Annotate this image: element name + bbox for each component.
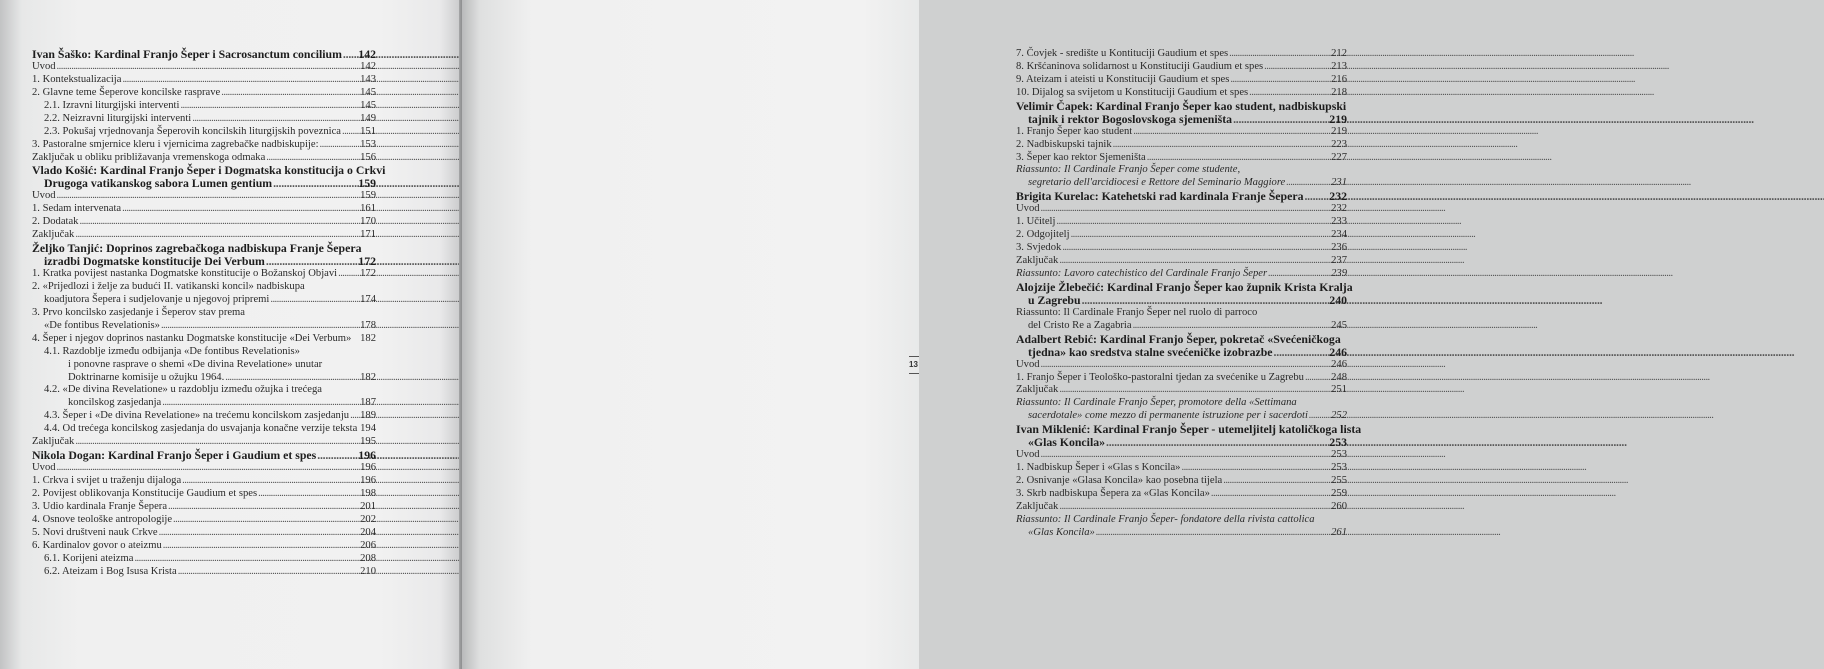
toc-entry-page: 227 xyxy=(1331,151,1347,163)
toc-entry xyxy=(1016,372,1347,385)
toc-entry-title: 2. Osnivanje «Glasa Koncila» kao posebna tijela xyxy=(1016,475,1223,487)
toc-entry-title-cont: tajnik i rektor Bogoslovskoga sjemeništa xyxy=(1028,111,1233,126)
toc-entry-title: 1. Crkva i svijet u traženju dijaloga xyxy=(32,475,182,487)
toc-entry-title: 1. Kontekstualizacija xyxy=(32,73,122,85)
toc-entry xyxy=(32,281,376,307)
toc-entry-title-cont: Doktrinarne komisije u ožujku 1964. xyxy=(68,371,225,383)
toc-entry xyxy=(32,553,376,566)
toc-entry xyxy=(32,333,376,346)
toc-entry-page: 196 xyxy=(360,462,376,474)
toc-entry xyxy=(1016,164,1347,190)
toc-entry-title: Zaključak xyxy=(1016,384,1059,396)
toc-entry-page: 253 xyxy=(1331,462,1347,474)
toc-entry-page: 219 xyxy=(1329,111,1347,126)
toc-entry xyxy=(32,126,376,139)
dot-leader xyxy=(1040,449,1445,462)
toc-entry-page: 251 xyxy=(1331,384,1347,396)
toc-entry xyxy=(1016,501,1347,514)
dot-leader xyxy=(1105,436,1625,449)
dot-leader xyxy=(1146,152,1551,165)
toc-entry xyxy=(1016,61,1347,74)
toc-entry-page: 145 xyxy=(360,99,376,111)
toc-entry xyxy=(32,566,376,579)
toc-entry-page: 196 xyxy=(360,475,376,487)
dot-leader xyxy=(1210,488,1615,501)
toc-entry-page: 159 xyxy=(358,176,376,191)
toc-entry xyxy=(32,139,376,152)
toc-entry xyxy=(1016,279,1353,307)
toc-entry-title: Uvod xyxy=(1016,203,1040,215)
toc-entry-page: 142 xyxy=(360,60,376,72)
dot-leader xyxy=(1232,113,1752,126)
toc-entry xyxy=(1016,449,1347,462)
toc-entry xyxy=(1016,475,1347,488)
toc-entry xyxy=(32,216,376,229)
toc-entry-title-cont: u Zagrebu xyxy=(1028,292,1081,307)
dot-leader xyxy=(1058,384,1463,397)
toc-entry-title-cont: koadjutora Šepera i sudjelovanje u njegovoj pripremi xyxy=(44,293,270,305)
toc-entry-title: 9. Ateizam i ateisti u Konstituciji Gaudium et spes xyxy=(1016,73,1230,85)
toc-entry-title-cont: tjedna» kao sredstva stalne svećeničke izobrazbe xyxy=(1028,344,1273,359)
toc-entry-page: 239 xyxy=(1331,267,1347,279)
toc-entry xyxy=(1016,488,1347,501)
toc-entry-page: 246 xyxy=(1331,358,1347,370)
toc-entry-title: Zaključak u obliku približavanja vremenskoga odmaka xyxy=(32,151,266,163)
toc-entry-title: 2. Nadbiskupski tajnik xyxy=(1016,138,1112,150)
toc-entry xyxy=(32,501,376,514)
toc-entry xyxy=(1016,100,1347,126)
dot-leader xyxy=(1058,501,1463,514)
toc-entry-title: 2. Glavne teme Šeperove koncilske rasprave xyxy=(32,86,221,98)
toc-entry-title: Uvod xyxy=(32,462,56,474)
toc-entry-title-cont: «Glas Koncila» xyxy=(1028,435,1106,450)
toc-entry-title: 2. Odgojitelj xyxy=(1016,229,1070,241)
toc-entry-title: Nikola Dogan: Kardinal Franjo Šeper i Gaudium et spes xyxy=(32,448,317,463)
toc-entry xyxy=(1016,229,1347,242)
toc-entry xyxy=(1016,333,1347,359)
toc-entry-page: 216 xyxy=(1331,73,1347,85)
toc-entry-title: 6.2. Ateizam i Bog Isusa Krista xyxy=(44,565,177,577)
toc-entry-page: 236 xyxy=(1331,242,1347,254)
toc-entry-page: 194 xyxy=(360,423,376,435)
toc-entry xyxy=(32,74,376,87)
toc-entry-title: 3. Udio kardinala Franje Šepera xyxy=(32,500,168,512)
dot-leader xyxy=(1273,346,1793,359)
toc-entry-page: 195 xyxy=(360,436,376,448)
toc-entry-title: 2.3. Pokušaj vrjednovanja Šeperovih koncilskih liturgijskih poveznica xyxy=(44,125,341,137)
toc-entry-title: 5. Novi društveni nauk Crkve xyxy=(32,526,158,538)
toc-entry-page: 201 xyxy=(360,500,376,512)
toc-entry-title-cont: izradbi Dogmatske konstitucije Dei Verbum xyxy=(44,254,265,269)
toc-entry-title: Željko Tanjić: Doprinos zagrebačkoga nadbiskupa Franje Šepera xyxy=(32,241,362,256)
toc-entry-title-cont: sacerdotale» come mezzo di permanente istruzione per i sacerdoti xyxy=(1028,410,1308,422)
toc-entry-title: 4.1. Razdoblje između odbijanja «De fontibus Revelationis» xyxy=(44,345,300,357)
toc-entry-title: 4. Osnove teološke antropologije xyxy=(32,513,173,525)
toc-entry-page: 231 xyxy=(1331,177,1347,189)
toc-entry-title: Uvod xyxy=(32,60,56,72)
toc-entry xyxy=(1016,359,1347,372)
toc-entry xyxy=(1016,397,1347,423)
toc-entry-page: 237 xyxy=(1331,255,1347,267)
toc-entry-title: 6.1. Korijeni ateizma xyxy=(44,552,134,564)
toc-entry-title: 3. Skrb nadbiskupa Šepera za «Glas Koncila» xyxy=(1016,487,1210,499)
toc-entry xyxy=(1016,48,1347,61)
toc-entry xyxy=(32,540,376,553)
toc-entry xyxy=(1016,139,1347,152)
toc-entry-title: 1. Franjo Šeper kao student xyxy=(1016,125,1133,137)
toc-entry-page: 159 xyxy=(360,190,376,202)
toc-entry xyxy=(32,410,376,423)
dot-leader xyxy=(56,190,461,203)
toc-entry-page: 189 xyxy=(360,410,376,422)
toc-entry-title: Riassunto: Lavoro catechistico del Cardinale Franjo Šeper xyxy=(1016,267,1268,279)
toc-entry-page: 178 xyxy=(360,319,376,331)
toc-entry xyxy=(1016,216,1347,229)
toc-entry-title: 3. Svjedok xyxy=(1016,242,1062,254)
toc-entry xyxy=(32,514,376,527)
toc-entry-page: 260 xyxy=(1331,500,1347,512)
toc-entry xyxy=(1016,190,1347,203)
toc-entry-title: Uvod xyxy=(1016,358,1040,370)
dot-leader xyxy=(1180,462,1585,475)
toc-entry xyxy=(1016,384,1347,397)
dot-leader xyxy=(1222,475,1627,488)
toc-entry-title-cont: «Glas Koncila» xyxy=(1028,526,1095,538)
toc-entry-page: 253 xyxy=(1331,449,1347,461)
toc-entry-page: 206 xyxy=(360,539,376,551)
toc-entry-title: 2.1. Izravni liturgijski interventi xyxy=(44,99,180,111)
dot-leader xyxy=(56,61,461,74)
toc-entry-title: 2.2. Neizravni liturgijski interventi xyxy=(44,112,192,124)
toc-entry-page: 198 xyxy=(360,487,376,499)
toc-entry-page: 253 xyxy=(1329,435,1347,450)
toc-entry-title: 3. Prvo koncilsko zasjedanje i Šeperov stav prema xyxy=(32,306,245,318)
toc-entry-title: Brigita Kurelac: Katehetski rad kardinala Franje Šepera xyxy=(1016,189,1304,204)
page-edge-tab xyxy=(909,356,919,374)
toc-entry-title: 2. «Prijedlozi i želje za budući II. vatikanski koncil» nadbiskupa xyxy=(32,280,305,292)
toc-entry-page: 145 xyxy=(360,86,376,98)
toc-entry-page: 172 xyxy=(360,267,376,279)
toc-entry-title: Vlado Košić: Kardinal Franjo Šeper i Dogmatska konstitucija o Crkvi xyxy=(32,163,386,178)
toc-entry-page: 219 xyxy=(1331,125,1347,137)
toc-entry xyxy=(32,48,376,61)
toc-entry-page: 174 xyxy=(360,293,376,305)
toc-entry xyxy=(32,190,376,203)
toc-entry xyxy=(32,61,376,74)
toc-entry-page: 142 xyxy=(358,47,376,61)
toc-entry xyxy=(1016,462,1347,475)
toc-entry-page: 187 xyxy=(360,397,376,409)
toc-entry-title: Uvod xyxy=(32,190,56,202)
toc-entry-title: 1. Kratka povijest nastanka Dogmatske konstitucije o Božanskoj Objavi xyxy=(32,267,338,279)
toc-entry xyxy=(32,307,376,333)
toc-entry xyxy=(32,488,376,501)
toc-entry xyxy=(32,87,376,100)
toc-entry-title: Zaključak xyxy=(1016,500,1059,512)
toc-entry-page: 252 xyxy=(1331,410,1347,422)
toc-entry-title: Zaključak xyxy=(32,229,75,241)
toc-entry xyxy=(1016,422,1362,450)
toc-entry xyxy=(32,242,376,268)
toc-entry-page: 204 xyxy=(360,526,376,538)
toc-entry xyxy=(1016,255,1347,268)
toc-entry-page: 208 xyxy=(360,552,376,564)
toc-entry xyxy=(1016,87,1347,100)
toc-entry-page: 233 xyxy=(1331,216,1347,228)
dot-leader xyxy=(1308,410,1713,423)
toc-entry-title: Ivan Miklenić: Kardinal Franjo Šeper - utemeljitelj katoličkoga lista xyxy=(1016,422,1362,437)
toc-entry-title: Riassunto: Il Cardinale Franjo Šeper- fondatore della rivista cattolica xyxy=(1016,513,1315,525)
toc-entry xyxy=(1016,242,1347,255)
toc-entry xyxy=(32,384,376,410)
dot-leader xyxy=(1040,359,1445,372)
dot-leader xyxy=(56,462,461,475)
toc-entry-page: 151 xyxy=(360,125,376,137)
dot-leader xyxy=(1112,139,1517,152)
toc-entry-page: 149 xyxy=(360,112,376,124)
dot-leader xyxy=(1248,87,1653,100)
toc-entry-page: 202 xyxy=(360,513,376,525)
toc-entry-page: 210 xyxy=(360,565,376,577)
toc-right xyxy=(1016,48,1362,540)
toc-entry xyxy=(32,113,376,126)
toc-entry-title: 8. Kršćaninova solidarnost u Konstituciji Gaudium et spes xyxy=(1016,60,1264,72)
toc-entry-title: 3. Pastoralne smjernice kleru i vjernicima zagrebačke nadbiskupije: xyxy=(32,138,319,150)
dot-leader xyxy=(1061,242,1466,255)
toc-entry-title-cont: koncilskog zasjedanja xyxy=(68,397,162,409)
toc-entry-page: 153 xyxy=(360,138,376,150)
toc-entry-page: 213 xyxy=(1331,60,1347,72)
toc-entry-title-cont: i ponovne rasprave o shemi «De divina Revelatione» unutar xyxy=(68,358,323,370)
toc-entry-title: 1. Franjo Šeper i Teološko-pastoralni tjedan za svećenike u Zagrebu xyxy=(1016,371,1304,383)
toc-entry-page: 182 xyxy=(360,371,376,383)
edge-tab-label: 13 xyxy=(909,360,918,369)
toc-entry-title: 4. Šeper i njegov doprinos nastanku Dogmatske konstitucije «Dei Verbum» xyxy=(32,332,352,344)
toc-entry xyxy=(32,268,376,281)
toc-entry xyxy=(1016,203,1347,216)
toc-entry-title: Riassunto: Il Cardinale Franjo Šeper, promotore della «Settimana xyxy=(1016,397,1297,409)
toc-entry xyxy=(32,449,376,462)
toc-entry xyxy=(1016,126,1347,139)
toc-entry-title: 1. Učitelj xyxy=(1016,216,1056,228)
toc-left xyxy=(32,47,386,579)
toc-entry-title: 10. Dijalog sa svijetom u Konstituciji Gaudium et spes xyxy=(1016,86,1249,98)
toc-entry-page: 248 xyxy=(1331,371,1347,383)
dot-leader xyxy=(1229,74,1634,87)
toc-entry xyxy=(1016,307,1347,333)
toc-entry-title: 2. Povijest oblikovanja Konstitucije Gaudium et spes xyxy=(32,487,258,499)
toc-entry xyxy=(32,527,376,540)
toc-entry-title: Alojzije Žlebečić: Kardinal Franjo Šeper kao župnik Krista Kralja xyxy=(1016,279,1353,294)
toc-entry-page: 234 xyxy=(1331,229,1347,241)
toc-entry xyxy=(32,163,386,191)
toc-entry-page: 212 xyxy=(1331,48,1347,59)
toc-entry-page: 218 xyxy=(1331,86,1347,98)
dot-leader xyxy=(1058,255,1463,268)
toc-entry-title: Riassunto: Il Cardinale Franjo Šeper come studente, xyxy=(1016,164,1241,176)
dot-leader xyxy=(1040,203,1445,216)
toc-entry xyxy=(1016,514,1347,540)
toc-entry-page: 223 xyxy=(1331,138,1347,150)
toc-entry-title: Riassunto: Il Cardinale Franjo Šeper nel ruolo di parroco xyxy=(1016,306,1258,318)
toc-entry xyxy=(1016,74,1347,87)
toc-entry-page: 232 xyxy=(1331,203,1347,215)
toc-entry-title: 2. Dodatak xyxy=(32,216,79,228)
dot-leader xyxy=(1303,190,1823,203)
toc-entry-page: 161 xyxy=(360,203,376,215)
toc-entry-page: 171 xyxy=(360,229,376,241)
toc-entry xyxy=(32,462,376,475)
toc-entry-title: 4.2. «De divina Revelatione» u razdoblju između ožujka i trećega xyxy=(44,384,322,396)
toc-entry-title: Zaključak xyxy=(1016,255,1059,267)
toc-entry-page: 172 xyxy=(358,254,376,269)
toc-entry xyxy=(32,346,376,385)
toc-entry-title: 1. Sedam intervenata xyxy=(32,203,122,215)
toc-entry-title-cont: segretario dell'arcidiocesi e Rettore del Seminario Maggiore xyxy=(1028,177,1286,189)
left-page xyxy=(0,0,462,669)
toc-entry-title: 4.3. Šeper i «De divina Revelatione» na trećemu koncilskom zasjedanju xyxy=(44,410,350,422)
right-page xyxy=(462,0,1362,669)
toc-entry-title: 4.4. Od trećega koncilskog zasjedanja do usvajanja konačne verzije teksta xyxy=(44,423,358,435)
toc-entry-page: 261 xyxy=(1331,526,1347,538)
toc-entry-page: 246 xyxy=(1329,344,1347,359)
toc-entry-title: 7. Čovjek - središte u Kontituciji Gaudium et spes xyxy=(1016,48,1229,59)
dot-leader xyxy=(1095,527,1500,540)
toc-entry-title: Adalbert Rebić: Kardinal Franjo Šeper, pokretač «Svećeničkoga xyxy=(1016,331,1341,346)
toc-entry-title: 1. Nadbiskup Šeper i «Glas s Koncila» xyxy=(1016,462,1181,474)
toc-entry-page: 255 xyxy=(1331,475,1347,487)
toc-entry-page: 259 xyxy=(1331,487,1347,499)
toc-entry-page: 156 xyxy=(360,151,376,163)
toc-entry-title: Ivan Šaško: Kardinal Franjo Šeper i Sacrosanctum concilium xyxy=(32,47,342,61)
toc-entry xyxy=(1016,152,1347,165)
toc-entry xyxy=(32,203,376,216)
toc-entry-title: Velimir Čapek: Kardinal Franjo Šeper kao student, nadbiskupski xyxy=(1016,98,1347,113)
dot-leader xyxy=(1228,48,1633,61)
toc-entry xyxy=(32,100,376,113)
dot-leader xyxy=(78,216,483,229)
toc-entry-title: Zaključak xyxy=(32,436,75,448)
toc-entry-page: 170 xyxy=(360,216,376,228)
dot-leader xyxy=(1055,216,1460,229)
toc-entry-title: 6. Kardinalov govor o ateizmu xyxy=(32,539,162,551)
toc-entry-page: 240 xyxy=(1329,292,1347,307)
toc-entry-page: 245 xyxy=(1331,319,1347,331)
toc-entry-title: Uvod xyxy=(1016,449,1040,461)
toc-entry-page: 232 xyxy=(1329,189,1347,204)
toc-entry-title-cont: «De fontibus Revelationis» xyxy=(44,319,160,331)
toc-entry-page: 143 xyxy=(360,73,376,85)
toc-entry-title-cont: Drugoga vatikanskog sabora Lumen gentium xyxy=(44,176,273,191)
toc-entry xyxy=(32,475,376,488)
toc-entry xyxy=(32,423,376,436)
dot-leader xyxy=(1304,372,1709,385)
toc-entry-title: 3. Šeper kao rektor Sjemeništa xyxy=(1016,151,1146,163)
toc-entry-page: 196 xyxy=(358,448,376,463)
toc-entry-title-cont: del Cristo Re a Zagabria xyxy=(1028,319,1132,331)
toc-entry xyxy=(1016,268,1347,281)
toc-entry-page: 182 xyxy=(360,332,376,344)
dot-leader xyxy=(1070,229,1475,242)
